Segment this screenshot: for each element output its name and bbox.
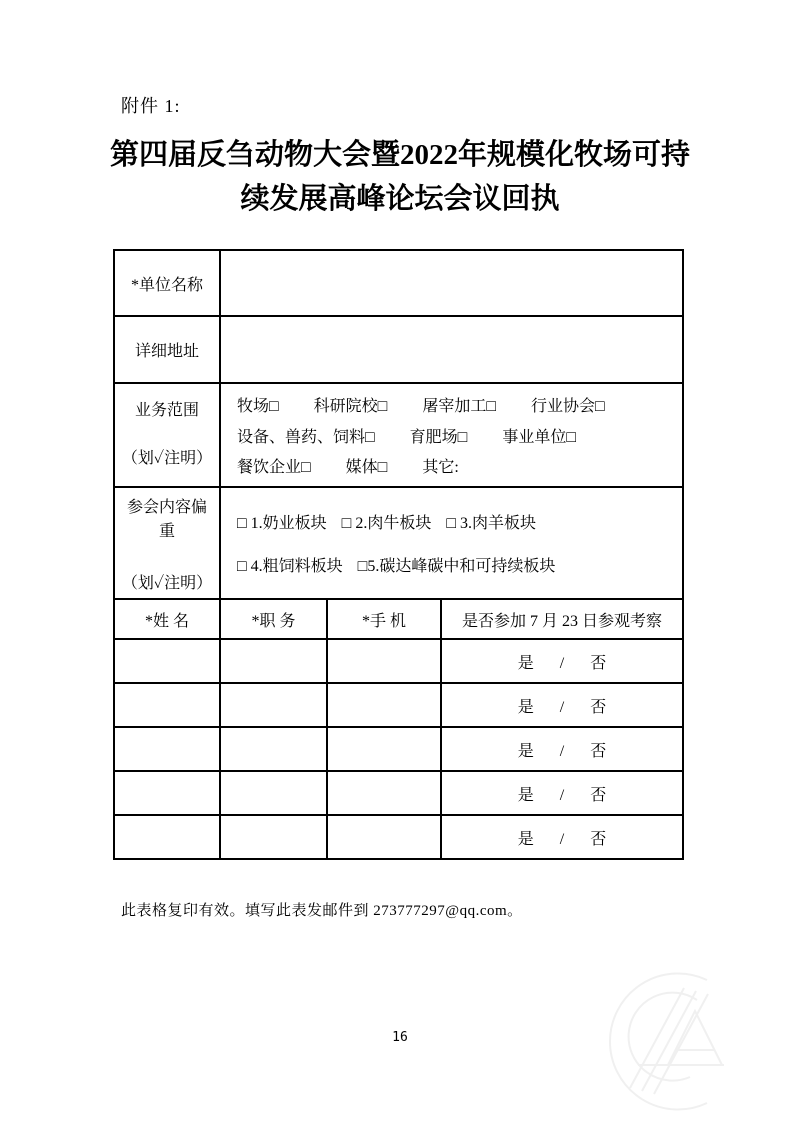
registration-form-table: [113, 249, 684, 860]
visit-no-option[interactable]: 否: [590, 830, 607, 848]
row-content-preference: [114, 487, 683, 599]
phone-input-cell[interactable]: [327, 683, 441, 727]
content-preference-label-note: （划✓注明）: [121, 575, 213, 592]
business-scope-label: [114, 383, 220, 487]
visit-choice-cell: [441, 771, 683, 815]
phone-input-cell[interactable]: [327, 771, 441, 815]
checkbox-option-public-institution[interactable]: 事业单位□: [502, 428, 577, 446]
business-scope-options-cell: [220, 383, 683, 487]
content-preference-label: [114, 487, 220, 599]
address-input-cell[interactable]: [220, 316, 683, 383]
checkbox-option-catering[interactable]: 餐饮企业□: [237, 458, 311, 476]
name-input-cell[interactable]: [114, 639, 220, 683]
visit-yes-option[interactable]: 是: [517, 742, 534, 760]
visit-yes-option[interactable]: 是: [517, 698, 534, 716]
visit-yes-option[interactable]: 是: [517, 786, 534, 804]
checkbox-option-media[interactable]: 媒体□: [345, 458, 388, 476]
checkbox-option-farm[interactable]: 牧场□: [237, 398, 279, 416]
visit-choice-separator: /: [559, 654, 565, 672]
checkbox-option-mutton-sheep[interactable]: □ 3.肉羊板块: [446, 515, 537, 532]
visit-no-option[interactable]: 否: [590, 654, 607, 672]
header-phone: *手 机: [327, 599, 441, 639]
visit-choice-cell: [441, 683, 683, 727]
position-input-cell[interactable]: [220, 815, 327, 859]
checkbox-option-roughage[interactable]: □ 4.粗饲料板块: [237, 558, 343, 575]
phone-input-cell[interactable]: [327, 727, 441, 771]
header-name: *姓 名: [114, 599, 220, 639]
position-input-cell[interactable]: [220, 639, 327, 683]
checkbox-option-fattening[interactable]: 育肥场□: [409, 428, 468, 446]
name-input-cell[interactable]: [114, 815, 220, 859]
visit-yes-option[interactable]: 是: [517, 654, 534, 672]
business-scope-label-note: （划✓注明）: [121, 450, 213, 467]
contact-row-3: [114, 727, 683, 771]
row-business-scope: [114, 383, 683, 487]
visit-choice-cell: [441, 727, 683, 771]
visit-yes-option[interactable]: 是: [517, 830, 534, 848]
visit-choice-separator: /: [559, 742, 565, 760]
visit-choice-separator: /: [559, 786, 565, 804]
unit-name-label: *单位名称: [114, 250, 220, 316]
name-input-cell[interactable]: [114, 683, 220, 727]
visit-no-option[interactable]: 否: [590, 742, 607, 760]
business-options-line-3: [237, 454, 678, 477]
preference-options-line-2: [237, 553, 678, 576]
visit-choice-cell: [441, 639, 683, 683]
contact-row-2: [114, 683, 683, 727]
content-preference-label-text-1: 参会内容偏: [126, 499, 207, 516]
visit-choice-cell: [441, 815, 683, 859]
visit-choice-separator: /: [559, 830, 565, 848]
contact-row-1: [114, 639, 683, 683]
address-label: 详细地址: [114, 316, 220, 383]
position-input-cell[interactable]: [220, 683, 327, 727]
checkbox-option-research[interactable]: 科研院校□: [313, 398, 388, 416]
visit-no-option[interactable]: 否: [590, 698, 607, 716]
checkbox-option-association[interactable]: 行业协会□: [531, 398, 605, 416]
phone-input-cell[interactable]: [327, 639, 441, 683]
other-option-label[interactable]: 其它:: [422, 458, 459, 476]
footer-note: 此表格复印有效。填写此表发邮件到 273777297@qq.com。: [121, 903, 523, 919]
business-options-line-2: [237, 424, 678, 447]
checkbox-option-carbon[interactable]: □5.碳达峰碳中和可持续板块: [357, 558, 556, 575]
row-address: [114, 316, 683, 383]
unit-name-input-cell[interactable]: [220, 250, 683, 316]
row-unit-name: [114, 250, 683, 316]
document-title: [0, 133, 800, 221]
business-options-line-1: [237, 393, 678, 416]
content-preference-label-text-2: 重: [158, 523, 175, 540]
checkbox-option-slaughter[interactable]: 屠宰加工□: [422, 398, 497, 416]
title-line-1: 第四届反刍动物大会暨2022年规模化牧场可持: [109, 139, 690, 171]
page-number: 16: [392, 1030, 408, 1045]
position-input-cell[interactable]: [220, 727, 327, 771]
position-input-cell[interactable]: [220, 771, 327, 815]
header-position: *职 务: [220, 599, 327, 639]
contact-row-4: [114, 771, 683, 815]
checkbox-option-equipment-feed[interactable]: 设备、兽药、饲料□: [237, 428, 375, 446]
attachment-label: 附件 1:: [121, 96, 181, 116]
header-visit: 是否参加 7 月 23 日参观考察: [441, 599, 683, 639]
visit-choice-separator: /: [559, 698, 565, 716]
visit-no-option[interactable]: 否: [590, 786, 607, 804]
contact-row-5: [114, 815, 683, 859]
checkbox-option-dairy[interactable]: □ 1.奶业板块: [237, 515, 327, 532]
content-preference-options-cell: [220, 487, 683, 599]
contact-header-row: [114, 599, 683, 639]
checkbox-option-beef-cattle[interactable]: □ 2.肉牛板块: [341, 515, 432, 532]
business-scope-label-text: 业务范围: [134, 402, 199, 419]
title-line-2: 续发展高峰论坛会议回执: [240, 183, 560, 215]
name-input-cell[interactable]: [114, 771, 220, 815]
phone-input-cell[interactable]: [327, 815, 441, 859]
preference-options-line-1: [237, 510, 678, 533]
name-input-cell[interactable]: [114, 727, 220, 771]
